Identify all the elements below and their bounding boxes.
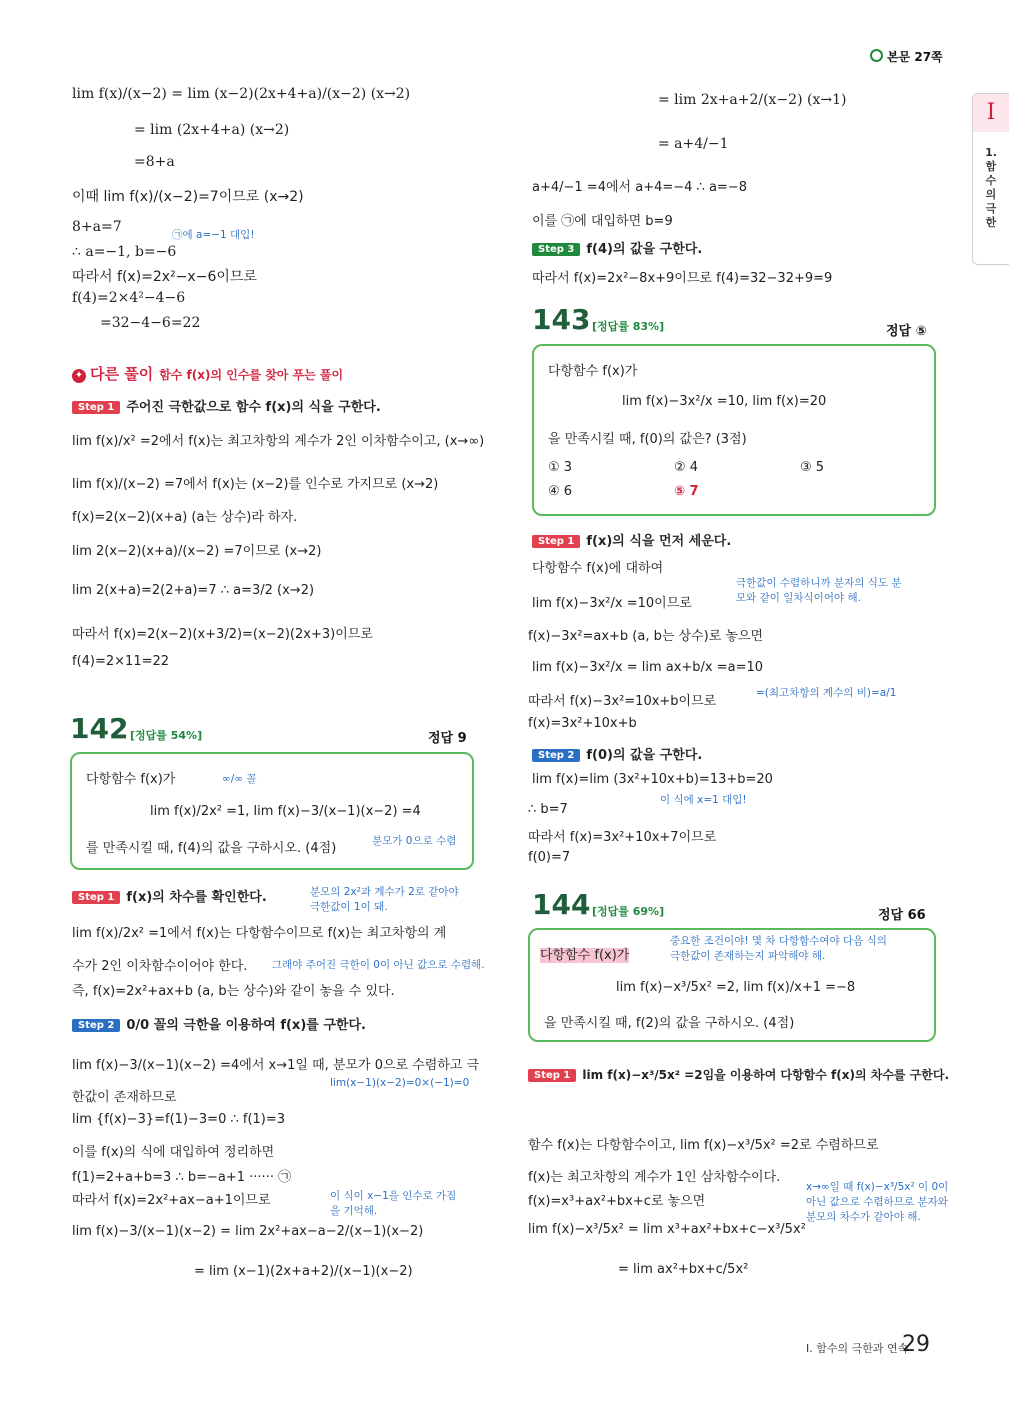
- right-step3: Step 3 f(4)의 값을 구한다.: [532, 238, 702, 257]
- alt-line-1: lim f(x)/(x−2) =7에서 f(x)는 (x−2)를 인수로 가지므로 (x→2): [72, 477, 439, 492]
- problem-143-rate: [정답률 83%]: [592, 320, 665, 333]
- p142-step1-line-0: lim f(x)/2x² =1에서 f(x)는 다항함수이므로 f(x)는 최고차항의 계: [72, 926, 447, 941]
- p144-step1-line-3: lim f(x)−x³/5x² = lim x³+ax²+bx+c−x³/5x²: [528, 1222, 806, 1237]
- p144-step1-note: x→∞일 때 f(x)−x³/5x² 이 0이 아닌 값으로 수렴하므로 분자와 분모의 차수가 같아야 해.: [806, 1181, 949, 1223]
- step-badge: Step 2: [532, 749, 580, 762]
- problem-143-answer: 정답 ⑤: [886, 324, 927, 339]
- p143-step1-line-2: f(x)−3x²=ax+b (a, b는 상수)로 놓으면: [528, 629, 764, 644]
- p142-step2-line-0: lim f(x)−3/(x−1)(x−2) =4에서 x→1일 때, 분모가 0으로 수렴하고 극: [72, 1058, 480, 1073]
- alt-line-3: lim 2(x−2)(x+a)/(x−2) =7이므로 (x→2): [72, 544, 322, 559]
- left-top-line-4: 8+a=7: [72, 219, 122, 235]
- p143-step1-line-5: f(x)=3x²+10x+b: [528, 716, 637, 731]
- right-step3-line: 따라서 f(x)=2x²−8x+9이므로 f(4)=32−32+9=9: [532, 271, 833, 286]
- p143-choice-2: ② 4: [674, 460, 699, 475]
- circle-icon: [870, 49, 883, 62]
- p143-step1-line-1: lim f(x)−3x²/x =10이므로: [532, 596, 692, 611]
- p142-step2-line-1: 한값이 존재하므로: [72, 1090, 177, 1105]
- star-icon: ✦: [72, 369, 86, 383]
- alt-line-4: lim 2(x+a)=2(2+a)=7 ∴ a=3/2 (x→2): [72, 583, 315, 598]
- right-top-line-2: a+4/−1 =4에서 a+4=−4 ∴ a=−8: [532, 180, 747, 195]
- p143-step2-line-1: ∴ b=7: [528, 802, 568, 817]
- left-top-line-7: f(4)=2×4²−4−6: [72, 290, 186, 306]
- p143-step1-note: 극한값이 수렴하니까 분자의 식도 분모와 같이 일차식이어야 해.: [736, 577, 902, 604]
- alt-line-0: lim f(x)/x² =2에서 f(x)는 최고차항의 계수가 2인 이차함수이고, (x→∞): [72, 434, 485, 449]
- step-badge: Step 2: [72, 1019, 120, 1032]
- p143-step2-line-0: lim f(x)=lim (3x²+10x+b)=13+b=20: [532, 772, 773, 787]
- p143-step1-line-0: 다항함수 f(x)에 대하여: [532, 561, 664, 576]
- p142-line-2: 를 만족시킬 때, f(4)의 값을 구하시오. (4점): [86, 841, 337, 856]
- p144-line-2: 을 만족시킬 때, f(2)의 값을 구하시오. (4점): [544, 1016, 795, 1031]
- left-top-line-8: =32−4−6=22: [100, 315, 201, 331]
- p142-step1-note: 분모의 2x²과 계수가 2로 같아야 극한값이 1이 돼.: [310, 886, 459, 913]
- left-top-line-3: 이때 lim f(x)/(x−2)=7이므로 (x→2): [72, 189, 304, 205]
- p144-problem-note: 중요한 조건이야! 몇 차 다항함수여야 다음 식의 극한값이 존재하는지 파악해야 해.: [670, 935, 887, 962]
- p144-step1-line-2: f(x)=x³+ax²+bx+c로 놓으면: [528, 1194, 706, 1209]
- chapter-tab: [972, 93, 1009, 265]
- problem-143-box: [532, 344, 936, 516]
- p143-step1-line-4: 따라서 f(x)−3x²=10x+b이므로: [528, 694, 717, 709]
- chapter-roman: I: [973, 94, 1009, 132]
- problem-142-box: [70, 752, 474, 870]
- alt-step1: Step 1 주어진 극한값으로 함수 f(x)의 식을 구한다.: [72, 396, 381, 415]
- p142-step1-line-2: 즉, f(x)=2x²+ax+b (a, b는 상수)와 같이 놓을 수 있다.: [72, 984, 395, 999]
- problem-143-number: 143: [532, 303, 591, 336]
- p143-step2-note: 이 식에 x=1 대입!: [660, 794, 747, 806]
- p143-line-2: 을 만족시킬 때, f(0)의 값은? (3점): [548, 432, 747, 447]
- p143-line-1: lim f(x)−3x²/x =10, lim f(x)=20: [622, 394, 827, 409]
- p142-step2-line-5: 따라서 f(x)=2x²+ax−a+1이므로: [72, 1193, 271, 1208]
- p142-step1-note2: 그래야 주어진 극한이 0이 아닌 값으로 수렴해.: [272, 959, 485, 971]
- left-top-note: ㉠에 a=−1 대입!: [172, 229, 255, 241]
- p142-step2-note2: 이 식이 x−1을 인수로 가짐을 기억해.: [330, 1190, 457, 1217]
- p143-choice-3: ③ 5: [800, 460, 825, 475]
- p142-step2: Step 2 0/0 꼴의 극한을 이용하여 f(x)를 구한다.: [72, 1014, 366, 1033]
- alt-line-6: f(4)=2×11=22: [72, 654, 170, 669]
- p142-step2-note: lim(x−1)(x−2)=0×(−1)=0: [330, 1077, 470, 1089]
- p143-step2: Step 2 f(0)의 값을 구한다.: [532, 744, 702, 763]
- p143-choice-1: ① 3: [548, 460, 573, 475]
- left-top-line-1: = lim (2x+4+a) (x→2): [134, 122, 290, 138]
- right-top-line-0: = lim 2x+a+2/(x−2) (x→1): [658, 92, 847, 108]
- problem-142-number: 142: [70, 712, 129, 745]
- p143-step2-line-2: 따라서 f(x)=3x²+10x+7이므로: [528, 830, 717, 845]
- p144-step1-line-1: f(x)는 최고차항의 계수가 1인 삼차함수이다.: [528, 1170, 781, 1185]
- step-badge: Step 1: [72, 401, 120, 414]
- p143-choice-4: ④ 6: [548, 484, 573, 499]
- page-ref: 본문 27쪽: [870, 48, 943, 65]
- p144-step1: Step 1 lim f(x)−x³/5x² =2임을 이용하여 다항함수 f(x)의 차수를 구한다.: [528, 1066, 949, 1083]
- alt-line-5: 따라서 f(x)=2(x−2)(x+3/2)=(x−2)(2x+3)이므로: [72, 627, 373, 642]
- p142-note-inf: ∞/∞ 꼴: [222, 773, 257, 785]
- p142-step2-line-7: = lim (x−1)(2x+a+2)/(x−1)(x−2): [194, 1264, 413, 1279]
- alt-solution-header: ✦ 다른 풀이 함수 f(x)의 인수를 찾아 푸는 풀이: [72, 363, 343, 384]
- step-badge: Step 3: [532, 243, 580, 256]
- p143-choice-5: ⑤ 7: [674, 484, 699, 499]
- p144-step1-line-0: 함수 f(x)는 다항함수이고, lim f(x)−x³/5x² =2로 수렴하므로: [528, 1138, 879, 1153]
- left-top-line-2: =8+a: [134, 154, 175, 170]
- p144-line-0: 다항함수 f(x)가: [540, 948, 630, 963]
- left-top-line-6: 따라서 f(x)=2x²−x−6이므로: [72, 269, 257, 285]
- p143-step1-line-3: lim f(x)−3x²/x = lim ax+b/x =a=10: [532, 660, 764, 675]
- p142-step1: Step 1 f(x)의 차수를 확인한다.: [72, 886, 267, 905]
- p143-step2-line-3: f(0)=7: [528, 850, 571, 865]
- p142-step2-line-6: lim f(x)−3/(x−1)(x−2) = lim 2x²+ax−a−2/(x−1)(x−2): [72, 1224, 424, 1239]
- p142-step2-line-4: f(1)=2+a+b=3 ∴ b=−a+1 ······ ㉠: [72, 1170, 292, 1185]
- right-top-line-3: 이를 ㉠에 대입하면 b=9: [532, 214, 673, 229]
- right-top-line-1: = a+4/−1: [658, 136, 729, 152]
- chapter-vertical-label: 1. 함 수 의 극 한: [985, 146, 997, 229]
- p144-step1-line-4: = lim ax²+bx+c/5x²: [618, 1262, 749, 1277]
- p142-line-1: lim f(x)/2x² =1, lim f(x)−3/(x−1)(x−2) =4: [150, 804, 421, 819]
- problem-142-rate: [정답률 54%]: [130, 729, 203, 742]
- problem-142-answer: 정답 9: [428, 731, 467, 746]
- p142-step2-line-2: lim {f(x)−3}=f(1)−3=0 ∴ f(1)=3: [72, 1112, 286, 1127]
- problem-144-answer: 정답 66: [878, 908, 926, 923]
- p142-step1-line-1: 수가 2인 이차함수이어야 한다.: [72, 959, 248, 974]
- left-top-line-5: ∴ a=−1, b=−6: [72, 244, 177, 260]
- problem-144-rate: [정답률 69%]: [592, 905, 665, 918]
- step-badge: Step 1: [528, 1069, 576, 1082]
- step-badge: Step 1: [532, 535, 580, 548]
- p142-line-0: 다항함수 f(x)가: [86, 772, 176, 787]
- p142-note-zero: 분모가 0으로 수렴: [372, 835, 457, 847]
- step-badge: Step 1: [72, 891, 120, 904]
- problem-144-number: 144: [532, 888, 591, 921]
- left-top-line-0: lim f(x)/(x−2) = lim (x−2)(2x+4+a)/(x−2) (x→2): [72, 86, 411, 102]
- p143-step1-note2: =(최고차항의 계수의 비)=a/1: [756, 687, 897, 699]
- footer-section: I. 함수의 극한과 연속: [806, 1342, 909, 1355]
- p143-line-0: 다항함수 f(x)가: [548, 364, 638, 379]
- footer-page-number: 29: [902, 1332, 930, 1357]
- p142-step2-line-3: 이를 f(x)의 식에 대입하여 정리하면: [72, 1145, 275, 1160]
- alt-line-2: f(x)=2(x−2)(x+a) (a는 상수)라 하자.: [72, 510, 298, 525]
- p144-line-1: lim f(x)−x³/5x² =2, lim f(x)/x+1 =−8: [616, 980, 856, 995]
- problem-144-box: [528, 928, 936, 1042]
- p143-step1: Step 1 f(x)의 식을 먼저 세운다.: [532, 530, 731, 549]
